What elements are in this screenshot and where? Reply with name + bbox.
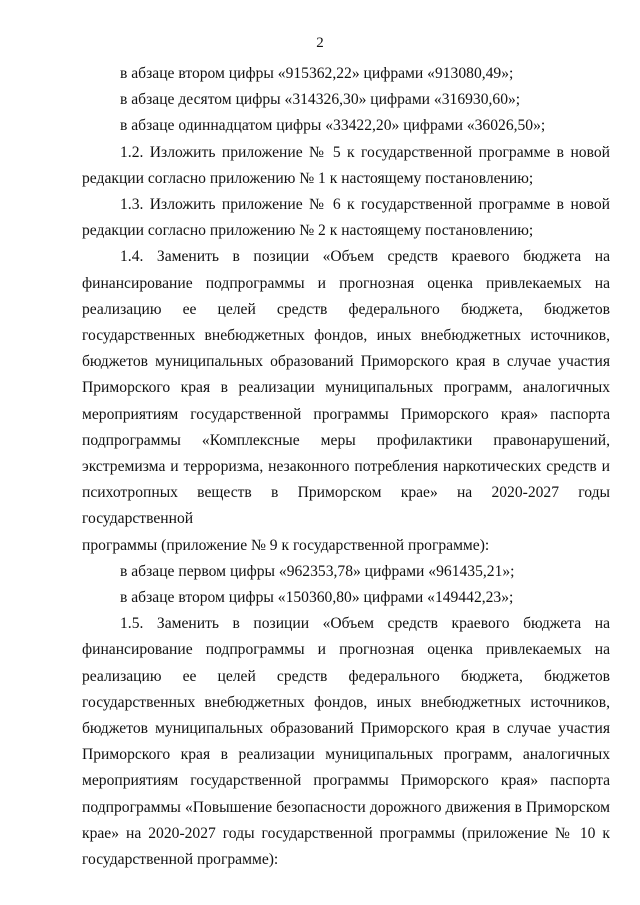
text-line: 1.3. Изложить приложение № 6 к государственной программе в новой [120, 196, 610, 214]
paragraph [82, 244, 610, 558]
text-line: бюджетов муниципальных образований Приморского края в случае участия [82, 353, 610, 371]
text-line: психотропных веществ в Приморском крае» на 2020-2027 годы государственной [82, 484, 610, 528]
document-body [82, 61, 610, 873]
text-line: реализацию ее целей средств федерального бюджета, бюджетов [82, 667, 610, 685]
text-line: в абзаце втором цифры «150360,80» цифрами «149442,23»; [120, 589, 514, 607]
paragraph [82, 192, 610, 244]
text-line: государственных внебюджетных фондов, иных внебюджетных источников, [82, 693, 610, 711]
page-number: 2 [316, 35, 324, 51]
paragraph [82, 585, 610, 611]
text-line: крае» на 2020-2027 годы государственной программы (приложение № 10 к [82, 824, 610, 842]
paragraph [82, 87, 610, 113]
text-line: редакции согласно приложению № 1 к настоящему постановлению; [82, 169, 534, 187]
text-line: бюджетов муниципальных образований Приморского края в случае участия [82, 720, 610, 738]
text-line: Приморского края в реализации муниципальных программ, аналогичных [82, 379, 610, 397]
text-line: подпрограммы «Комплексные меры профилактики правонарушений, [82, 431, 610, 449]
text-line: 1.4. Заменить в позиции «Объем средств краевого бюджета на [120, 248, 610, 266]
text-line: в абзаце первом цифры «962353,78» цифрами «961435,21»; [120, 562, 515, 580]
text-line: реализацию ее целей средств федерального бюджета, бюджетов [82, 300, 610, 318]
text-line: государственных внебюджетных фондов, иных внебюджетных источников, [82, 327, 610, 345]
text-line: редакции согласно приложению № 2 к настоящему постановлению; [82, 222, 534, 240]
text-line: в абзаце десятом цифры «314326,30» цифрами «316930,60»; [120, 91, 521, 109]
paragraph [82, 113, 610, 139]
paragraph [82, 559, 610, 585]
text-line: Приморского края в реализации муниципальных программ, аналогичных [82, 746, 610, 764]
text-line: экстремизма и терроризма, незаконного потребления наркотических средств и [82, 458, 610, 476]
text-line: 1.2. Изложить приложение № 5 к государственной программе в новой [120, 143, 610, 161]
text-line: финансирование подпрограммы и прогнозная оценка привлекаемых на [82, 641, 610, 659]
paragraph [82, 61, 610, 87]
paragraph [82, 611, 610, 873]
text-line: мероприятиям государственной программы Приморского края» паспорта [82, 772, 610, 790]
text-line: мероприятиям государственной программы Приморского края» паспорта [82, 405, 610, 423]
text-line: в абзаце одиннадцатом цифры «33422,20» цифрами «36026,50»; [120, 117, 546, 135]
text-line: финансирование подпрограммы и прогнозная оценка привлекаемых на [82, 274, 610, 292]
text-line: государственной программе): [82, 851, 279, 869]
paragraph [82, 140, 610, 192]
text-line: 1.5. Заменить в позиции «Объем средств краевого бюджета на [120, 615, 610, 633]
text-line: программы (приложение № 9 к государственной программе): [82, 536, 490, 554]
text-line: подпрограммы «Повышение безопасности дорожного движения в Приморском [82, 798, 610, 816]
text-line: в абзаце втором цифры «915362,22» цифрами «913080,49»; [120, 65, 514, 82]
